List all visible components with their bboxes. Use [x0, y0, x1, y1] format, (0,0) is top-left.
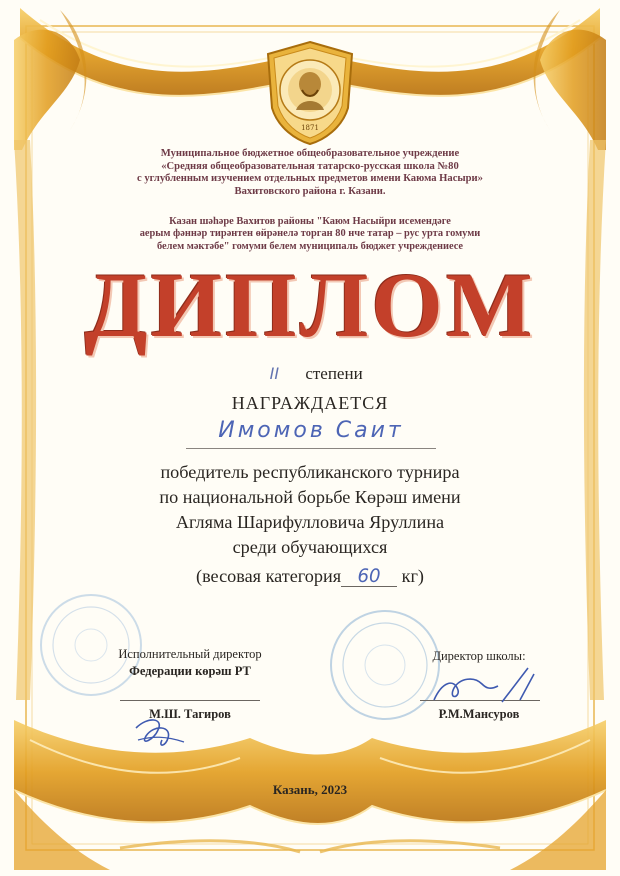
winner-name: Имомов Саит: [218, 418, 404, 443]
award-description-line: по национальной борьбе Көрәш имени: [159, 487, 461, 507]
award-description-line: Агляма Шарифулловича Яруллина: [175, 512, 445, 532]
degree-value: II: [269, 364, 280, 383]
weight-category: [0, 566, 620, 587]
institution-ru-line: Вахитовского района г. Казани.: [234, 185, 386, 197]
bottom-ribbon: [14, 720, 606, 824]
right-signatory-name: Р.М.Мансуров: [438, 707, 520, 721]
right-signatory-position: Директор школы:: [432, 649, 526, 663]
degree-row: [0, 364, 620, 384]
diploma-title: ДИПЛОМ: [84, 254, 536, 356]
institution-tt-line: Казан шәһәре Вахитов районы "Каюм Насыйри исемендәге: [169, 216, 451, 227]
left-stamp: [36, 590, 146, 700]
award-description-line: среди обучающихся: [232, 537, 388, 557]
winner-name-underline: [186, 448, 436, 449]
left-signature-line: [120, 700, 260, 701]
top-left-curl: [14, 30, 80, 150]
right-signature: [424, 660, 544, 710]
institution-ru-line: Муниципальное бюджетное общеобразовательное учреждение: [160, 148, 460, 159]
award-description: [0, 460, 620, 560]
logo-year: 1871: [301, 124, 319, 132]
top-right-curl: [540, 30, 606, 150]
institution-tt: [0, 216, 620, 253]
left-signatory-organization: Федерации көрәш РТ: [129, 664, 251, 678]
weight-prefix: (весовая категория: [196, 566, 342, 586]
left-signatory-name: М.Ш. Тагиров: [149, 707, 231, 721]
institution-ru-line: с углубленным изучением отдельных предметов имени Каюма Насыри»: [137, 173, 483, 184]
awarded-heading: НАГРАЖДАЕТСЯ: [231, 393, 389, 413]
institution-tt-line: белем мәктәбе" гомуми белем муниципаль бюджет учреждениесе: [156, 240, 464, 252]
weight-value: 60: [341, 568, 397, 587]
left-signature: [128, 706, 208, 752]
weight-suffix: кг): [401, 566, 424, 586]
award-description-line: победитель республиканского турнира: [160, 462, 460, 482]
city-year: Казань, 2023: [272, 782, 348, 797]
school-logo: [262, 40, 358, 146]
left-signatory: [70, 646, 310, 680]
institution-tt-line: аерым фәннәр тирәнтен өйрәнелә торган 80 нче татар – рус урта гомуми: [139, 228, 481, 240]
left-signatory-position: Исполнительный директор: [118, 647, 262, 661]
institution-ru: [0, 148, 620, 198]
degree-label: степени: [305, 364, 363, 383]
institution-ru-line: «Средняя общеобразовательная татарско-русская школа №80: [161, 160, 459, 172]
